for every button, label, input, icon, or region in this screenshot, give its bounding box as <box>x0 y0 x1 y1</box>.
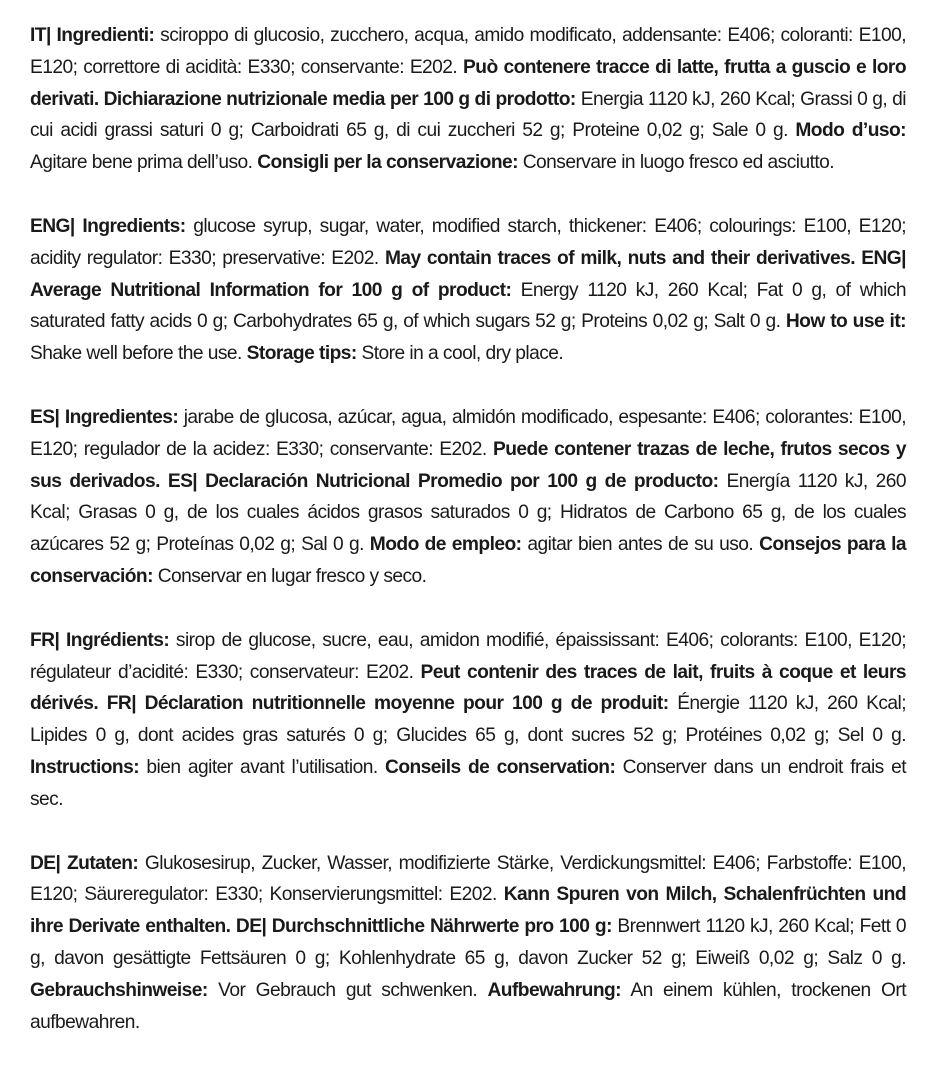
eng-ingredients-heading: ENG| Ingredients: <box>30 215 186 237</box>
fr-ingredients-heading: FR| Ingrédients: <box>30 629 170 651</box>
it-ingredients-text: sciroppo di glucosio, zucchero, acqua, amido modificato, addensante: E406; coloranti: E100, E120; correttore di acidità: E330; conservante: E202. <box>30 25 906 78</box>
fr-storage-text: Conserver dans un endroit frais et sec. <box>30 756 906 810</box>
fr-allergen-nutrition-heading: Peut contenir des traces de lait, fruits à coque et leurs dérivés. FR| Déclaration nutritionnelle moyenne pour 100 g de produit: <box>30 661 906 715</box>
de-storage-heading: Aufbewahrung: <box>487 979 622 1001</box>
it-ingredients-heading: IT| Ingredienti: <box>30 25 155 46</box>
de-usage-heading: Gebrauchshinweise: <box>30 979 208 1001</box>
fr-usage-text: bien agiter avant l’utilisation. <box>139 756 386 778</box>
section-italian <box>30 20 906 179</box>
fr-usage-heading: Instructions: <box>30 756 140 778</box>
de-storage-text: An einem kühlen, trockenen Ort aufbewahren. <box>30 979 906 1033</box>
es-storage-text: Conservar en lugar fresco y seco. <box>152 565 427 587</box>
es-ingredients-heading: ES| Ingredientes: <box>30 406 179 428</box>
eng-storage-heading: Storage tips: <box>246 343 357 365</box>
it-usage-heading: Modo d’uso: <box>795 120 906 142</box>
eng-storage-text: Store in a cool, dry place. <box>356 343 564 365</box>
es-usage-text: agitar bien antes de su uso. <box>521 534 760 556</box>
fr-storage-heading: Conseils de conservation: <box>385 756 616 778</box>
section-english <box>30 211 906 370</box>
eng-allergen-nutrition-heading: May contain traces of milk, nuts and their derivatives. ENG| Average Nutritional Information for 100 g of product: <box>30 247 906 301</box>
it-usage-text: Agitare bene prima dell’uso. <box>30 152 258 174</box>
de-ingredients-heading: DE| Zutaten: <box>30 852 139 874</box>
section-french <box>30 625 906 816</box>
eng-usage-heading: How to use it: <box>785 311 907 333</box>
section-german <box>30 848 906 1039</box>
product-label-text <box>30 20 906 1070</box>
es-nutrition-values: Energía 1120 kJ, 260 Kcal; Grasas 0 g, de los cuales ácidos grasos saturados 0 g; Hidratos de Carbono 65 g, de los cuales azúcares 52 g; Proteínas 0,02 g; Sal 0 g. <box>30 470 906 556</box>
fr-nutrition-values: Énergie 1120 kJ, 260 Kcal; Lipides 0 g, dont acides gras saturés 0 g; Glucides 65 g, dont sucres 52 g; Protéines 0,02 g; Sel 0 g. <box>30 693 906 747</box>
es-storage-heading: Consejos para la conservación: <box>30 534 907 587</box>
de-allergen-nutrition-heading: Kann Spuren von Milch, Schalenfrüchten und ihre Derivate enthalten. DE| Durchschnittliche Nährwerte pro 100 g: <box>30 884 906 938</box>
it-storage-heading: Consigli per la conservazione: <box>257 152 518 174</box>
es-usage-heading: Modo de empleo: <box>369 534 522 556</box>
section-spanish <box>30 402 906 593</box>
fr-ingredients-text: sirop de glucose, sucre, eau, amidon modifié, épaississant: E406; colorants: E100, E120; régulateur d’acidité: E330; conservateur: E202. <box>30 629 906 683</box>
eng-ingredients-text: glucose syrup, sugar, water, modified starch, thickener: E406; colourings: E100, E120; acidity regulator: E330; preservative: E202. <box>30 215 906 269</box>
it-allergen-nutrition-heading: Può contenere tracce di latte, frutta a guscio e loro derivati. Dichiarazione nutrizionale media per 100 g di prodotto: <box>30 56 906 110</box>
it-storage-text: Conservare in luogo fresco ed asciutto. <box>517 152 835 174</box>
eng-usage-text: Shake well before the use. <box>30 343 247 365</box>
de-ingredients-text: Glukosesirup, Zucker, Wasser, modifizierte Stärke, Verdickungsmittel: E406; Farbstoffe: E100, E120; Säureregulator: E330; Konservierungsmittel: E202. <box>30 852 906 906</box>
de-nutrition-values: Brennwert 1120 kJ, 260 Kcal; Fett 0 g, davon gesättigte Fettsäuren 0 g; Kohlenhydrate 65 g, davon Zucker 52 g; Eiweiß 0,02 g; Salz 0 g. <box>30 916 906 969</box>
es-ingredients-text: jarabe de glucosa, azúcar, agua, almidón modificado, espesante: E406; colorantes: E100, E120; regulador de la acidez: E330; conservante: E202. <box>30 406 906 460</box>
it-nutrition-values: Energia 1120 kJ, 260 Kcal; Grassi 0 g, di cui acidi grassi saturi 0 g; Carboidrati 65 g, di cui zuccheri 52 g; Proteine 0,02 g; Sale 0 g. <box>30 88 906 142</box>
eng-nutrition-values: Energy 1120 kJ, 260 Kcal; Fat 0 g, of which saturated fatty acids 0 g; Carbohydrates 65 g, of which sugars 52 g; Proteins 0,02 g; Salt 0 g. <box>30 279 907 333</box>
de-usage-text: Vor Gebrauch gut schwenken. <box>207 979 488 1001</box>
es-allergen-nutrition-heading: Puede contener trazas de leche, frutos secos y sus derivados. ES| Declaración Nutricional Promedio por 100 g de producto: <box>30 438 906 492</box>
